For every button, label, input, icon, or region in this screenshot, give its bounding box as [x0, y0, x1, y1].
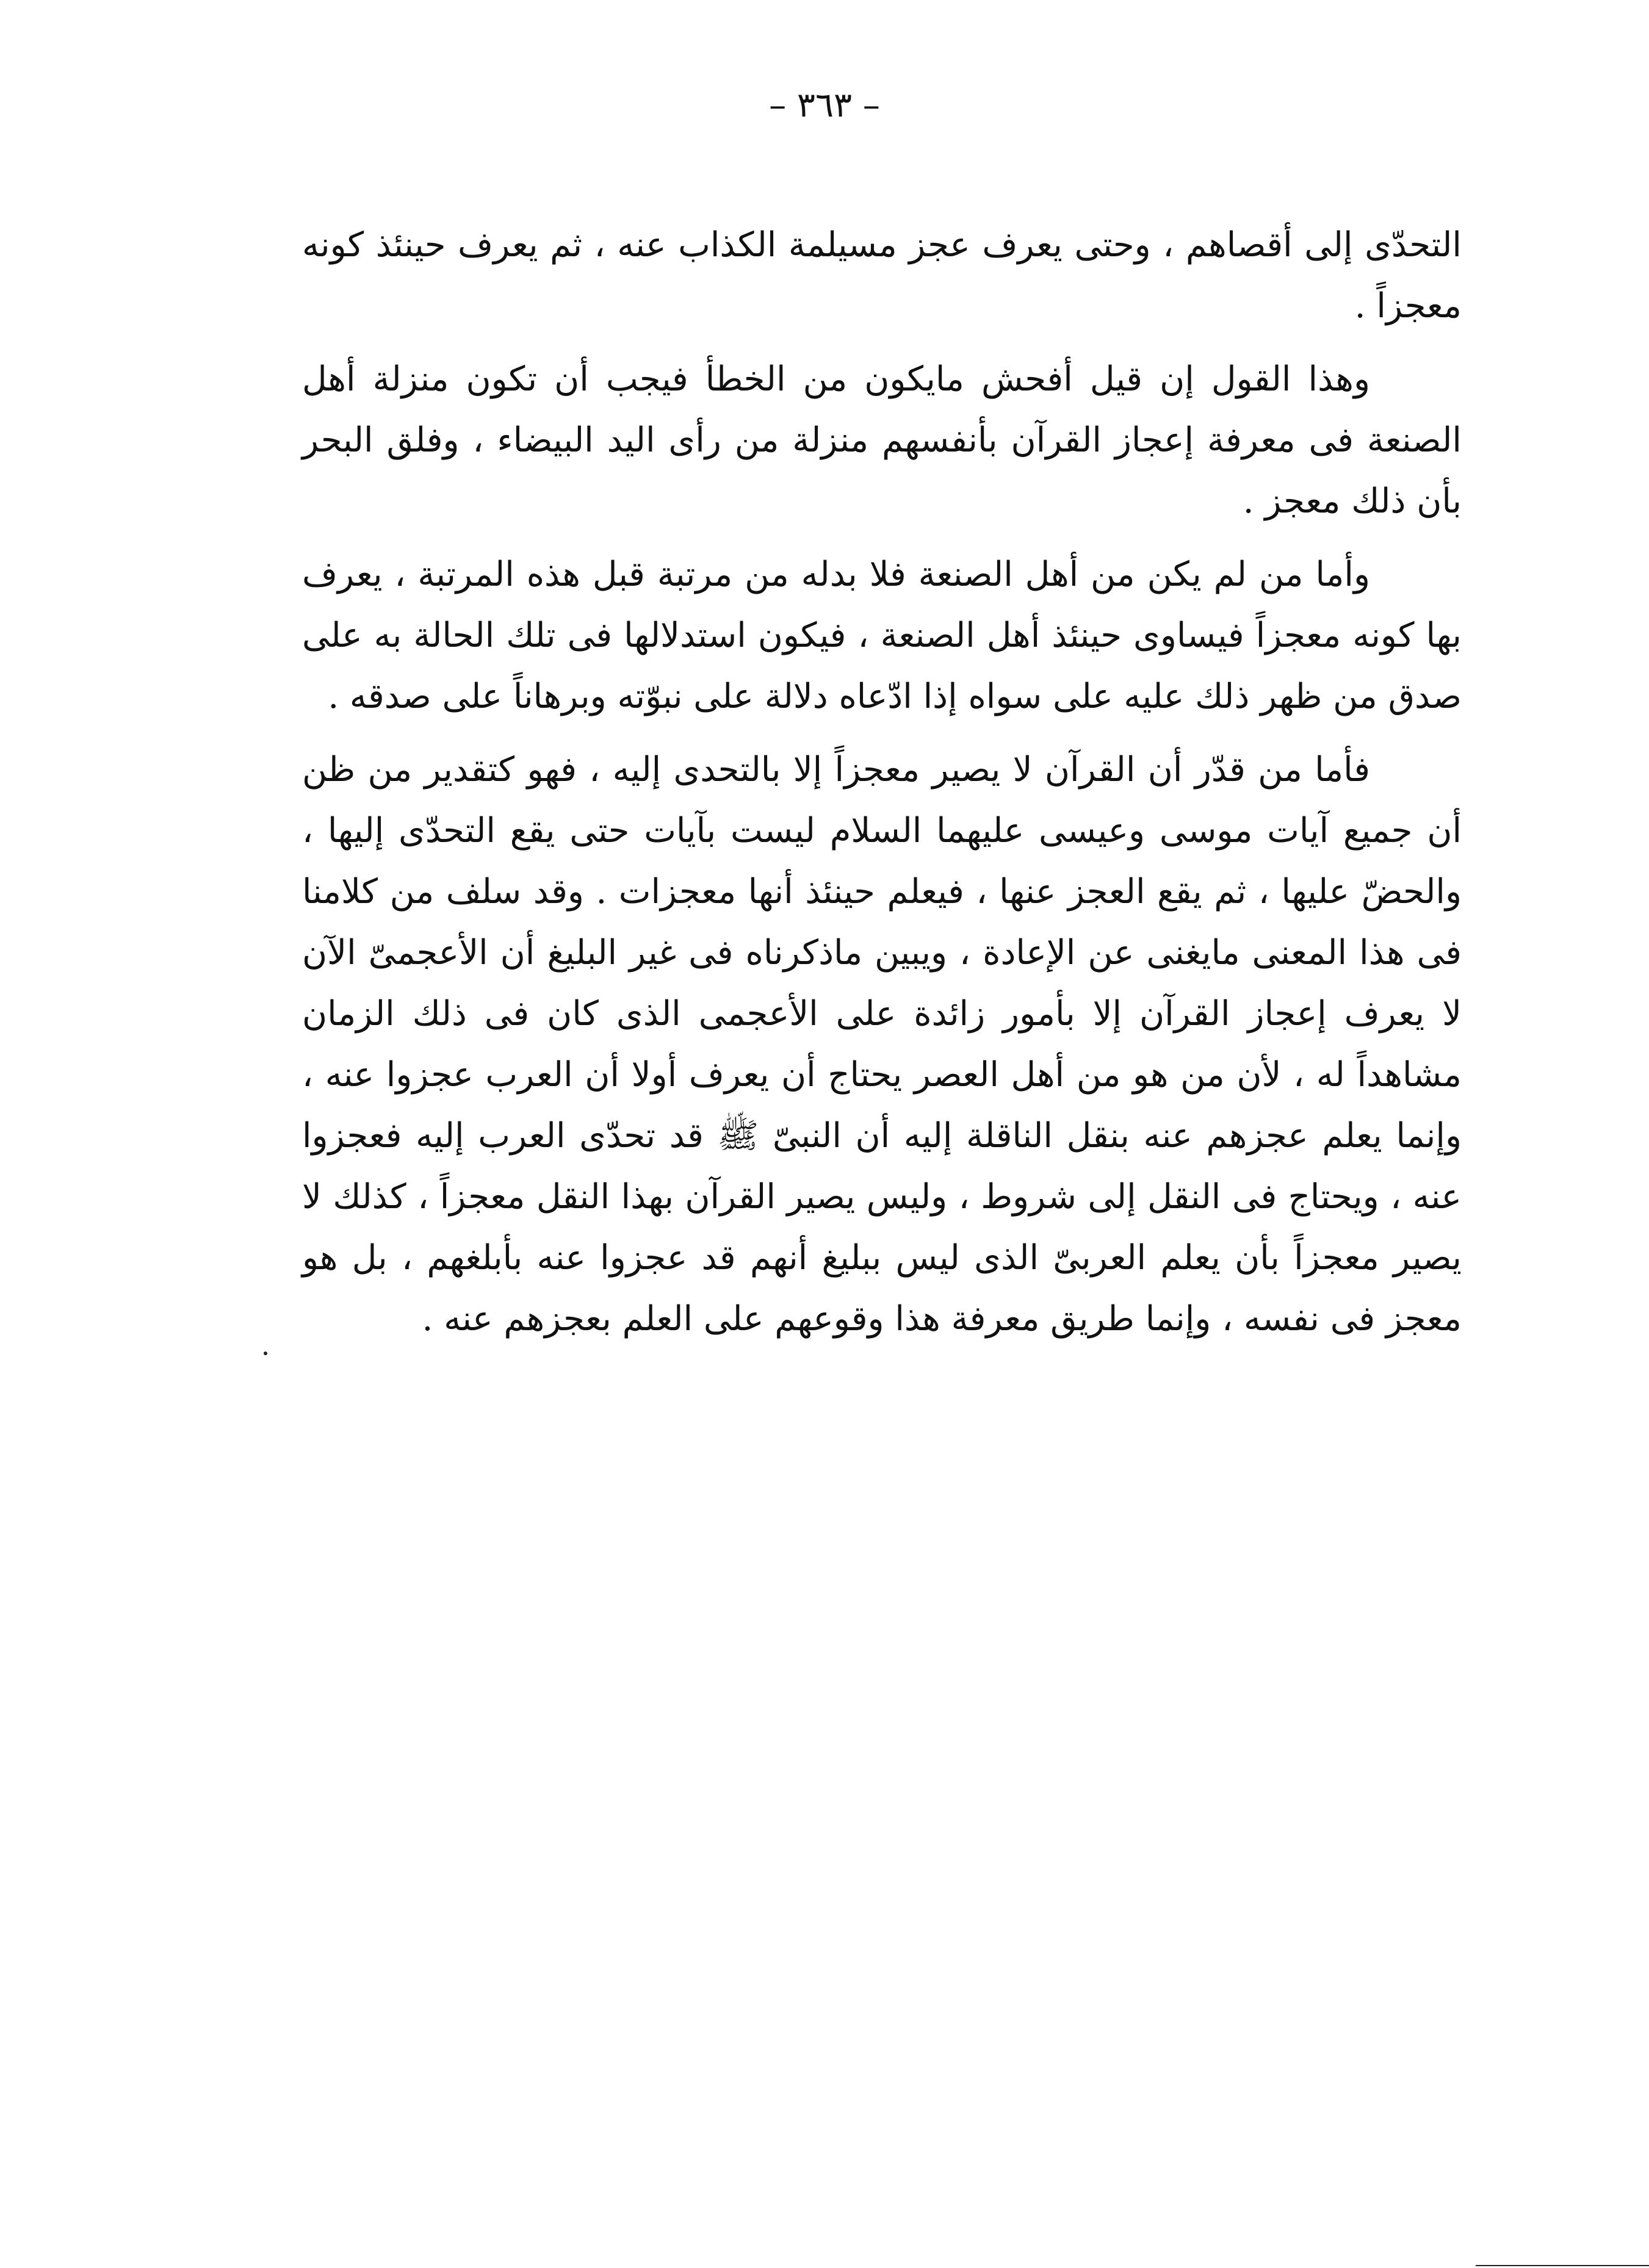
- paragraph-1: التحدّى إلى أقصاهم ، وحتى يعرف عجز مسيلمة الكذاب عنه ، ثم يعرف حينئذ كونه معجزاً .: [302, 225, 1462, 326]
- scan-speck: [264, 1352, 267, 1355]
- paragraph-4: فأما من قدّر أن القرآن لا يصير معجزاً إلا بالتحدى إليه ، فهو كتقدير من ظن أن جميع آيات موسى وعيسى عليهما السلام ليست بآيات حتى يقع التحدّى إليها ، والحضّ عليها ، ثم يقع العجز عنها ، فيعلم حينئذ أنها معجزات . وقد سلف من كلامنا فى هذا المعنى مايغنى عن الإعادة ، ويبين ماذكرناه فى غير البليغ أن الأعجمىّ الآن لا يعرف إعجاز القرآن إلا بأمور زائدة على الأعجمى الذى كان فى ذلك الزمان مشاهداً له ، لأن من هو من أهل العصر يحتاج أن يعرف أولا أن العرب عجزوا عنه ، وإنما يعلم عجزهم عنه بنقل الناقلة إليه أن النبىّ ﷺ قد تحدّى العرب إليه فعجزوا عنه ، ويحتاج فى النقل إلى شروط ، وليس يصير القرآن بهذا النقل معجزاً ، كذلك لا يصير معجزاً بأن يعلم العربىّ الذى ليس ببليغ أنهم قد عجزوا عنه بأبلغهم ، بل هو معجز فى نفسه ، وإنما طريق معرفة هذا وقوعهم على العلم بعجزهم عنه .: [302, 750, 1462, 1339]
- body-text: [302, 215, 1462, 1362]
- bottom-edge-rule: [1476, 2265, 1649, 2266]
- paragraph-3: وأما من لم يكن من أهل الصنعة فلا بدله من مرتبة قبل هذه المرتبة ، يعرف بها كونه معجزاً فيساوى حينئذ أهل الصنعة ، فيكون استدلالها فى تلك الحالة به على صدق من ظهر ذلك عليه على سواه إذا ادّعاه دلالة على نبوّته وبرهاناً على صدقه .: [302, 555, 1462, 716]
- page-number: – ٣٦٣ –: [769, 85, 880, 125]
- paragraph-2: وهذا القول إن قيل أفحش مايكون من الخطأ فيجب أن تكون منزلة أهل الصنعة فى معرفة إعجاز القرآن بأنفسهم منزلة من رأى اليد البيضاء ، وفلق البحر بأن ذلك معجز .: [302, 359, 1462, 521]
